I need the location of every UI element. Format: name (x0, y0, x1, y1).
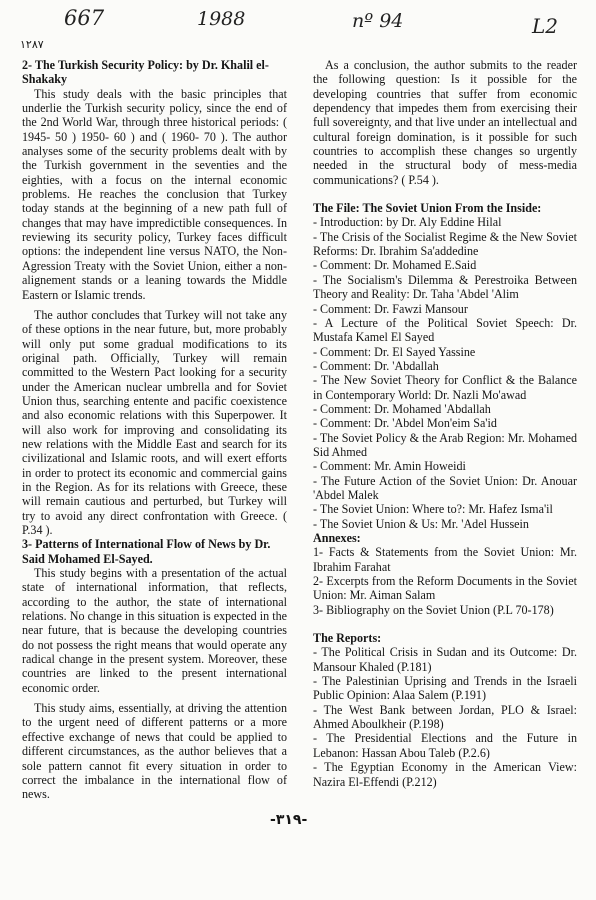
section-3-title: 3- Patterns of International Flow of News by Dr. Said Mohamed El-Sayed. (22, 537, 271, 566)
handwritten-year: 1988 (197, 8, 246, 30)
list-item: - The Political Crisis in Sudan and its Outcome: Dr. Mansour Khaled (P.181) (313, 645, 577, 674)
list-item: - A Lecture of the Political Soviet Speech: Dr. Mustafa Kamel El Sayed (313, 315, 577, 345)
list-item: - The Future Action of the Soviet Union: Dr. Anouar 'Abdel Malek (313, 473, 577, 502)
reports-title: The Reports: (313, 631, 382, 646)
right-column (313, 58, 577, 789)
list-item: 2- Excerpts from the Reform Documents in the Soviet Union: Mr. Aiman Salam (313, 574, 577, 603)
list-item: - The Socialism's Dilemma & Perestroika Between Theory and Reality: Dr. Taha 'Abdel 'Alim (313, 272, 577, 302)
list-item: - The Soviet Union: Where to?: Mr. Hafez Isma'il (313, 502, 553, 517)
list-item: - The West Bank between Jordan, PLO & Israel: Ahmed Aboulkheir (P.198) (313, 702, 577, 732)
arabic-page-number: ١٢٨٧ (20, 38, 44, 51)
list-item: - The Soviet Policy & the Arab Region: Mr. Mohamed Sid Ahmed (313, 430, 577, 459)
list-item: - Comment: Dr. Fawzi Mansour (313, 301, 468, 316)
list-item: - Comment: Dr. El Sayed Yassine (313, 344, 476, 359)
section-3-paragraph-2: This study aims, essentially, at driving the attention to the urgent need of different patterns or a more effective exchange of news that could be applied to different circumstances, as the author believes that a sole pattern cannot fit every situation in order to correct the imbalance in the international flow of news. (22, 701, 287, 802)
list-item: - The New Soviet Theory for Conflict & the Balance in Contemporary World: Dr. Nazli Mo'awad (313, 373, 577, 402)
list-item: - Introduction: by Dr. Aly Eddine Hilal (313, 215, 502, 230)
section-2-paragraph-1: This study deals with the basic principles that underlie the Turkish security policy, since the end of the 2nd World War, through three historical periods: ( 1945- 50 ) 1950- 60 ) and ( 1960- 70 ). The author analyses some of the security problems dealt with by the Turkish government in the seventies and the eighties, with a focus on the internal economic problems. He reaches the conclusion that Turkey today stands at the beginning of a new path full of changes that may have impredictible consequences. In reviewing its security policy, Turkey faces difficult options: the independent line versus NATO, the Non-Agression Treaty with the Soviet Union, either a non- alignement stands or a leaning towards the Middle Eastern or Islamic trends. (22, 86, 287, 302)
list-item: - The Crisis of the Socialist Regime & the New Soviet Reforms: Dr. Ibrahim Sa'addedine (313, 229, 577, 259)
list-item: 3- Bibliography on the Soviet Union (P.L 70-178) (313, 602, 554, 617)
handwritten-issue: nº 94 (352, 10, 404, 32)
list-item: - Comment: Dr. Mohamed 'Abdallah (313, 401, 491, 416)
annexes-list (313, 545, 577, 617)
file-list (313, 215, 577, 531)
footer-page-number: -٣١٩- (270, 812, 308, 828)
reports-list (313, 645, 577, 788)
section-2-paragraph-2: The author concludes that Turkey will not take any of these options in the near future, but, more probably will only put some gradual modifications to its original path. Officially, Turkey will remain committed to the Western Pact looking for a security under the American nuclear umbrella and for Soviet Union thus, searching entente and pacific coexistence and also economic relations with this Superpower. It will also work for improving and consolidating its new relations with the Middle East and search for its civilizational and Islamic roots, and will exert efforts in order to protect its economic and commercial gains in the Region. As for its relations with Greece, these will remain cautious and perturbed, but Turkey will try to avoid any direct confrontation with Greece. ( P.34 ). (22, 307, 287, 537)
file-title: The File: The Soviet Union From the Inside: (313, 201, 542, 216)
list-item: - Comment: Dr. Mohamed E.Said (313, 258, 477, 273)
list-item: - Comment: Mr. Amin Howeidi (313, 459, 466, 474)
handwritten-number: 667 (64, 6, 105, 30)
left-column (22, 58, 287, 802)
list-item: - Comment: Dr. 'Abdallah (313, 358, 439, 373)
list-item: - The Soviet Union & Us: Mr. 'Adel Hussein (313, 516, 529, 531)
section-2-title: 2- The Turkish Security Policy: by Dr. Khalil el-Shakaky (22, 58, 269, 87)
section-3-paragraph-1: This study begins with a presentation of the actual state of international information, that reflects, according to the author, the state of international relations. No change in this situation is expected in the near future, that is because the developing countries do not possess the right means that would operate any radical change in the present system. Moreover, these countries are linked to the present international economic order. (22, 566, 287, 695)
conclusion-paragraph: As a conclusion, the author submits to the reader the following question: Is it possible for the developing countries that suffer from economic dependency that impedes them from exercising their full sovereignty, and that live under an intellectual and cultural foreign domination, is it possible for such countries to accomplish these changes so urgently needed in the structural body of mess-media communications? ( P.54 ). (313, 58, 577, 187)
list-item: 1- Facts & Statements from the Soviet Union: Mr. Ibrahim Farahat (313, 545, 577, 574)
list-item: - The Palestinian Uprising and Trends in the Israeli Public Opinion: Alaa Salem (P.191) (313, 674, 577, 703)
annexes-title: Annexes: (313, 531, 361, 545)
list-item: - The Presidential Elections and the Future in Lebanon: Hassan Abou Taleb (P.2.6) (313, 731, 577, 760)
list-item: - The Egyptian Economy in the American View: Nazira El-Effendi (P.212) (313, 760, 577, 789)
handwritten-mark: L2 (532, 14, 559, 38)
list-item: - Comment: Dr. 'Abdel Mon'eim Sa'id (313, 416, 497, 431)
